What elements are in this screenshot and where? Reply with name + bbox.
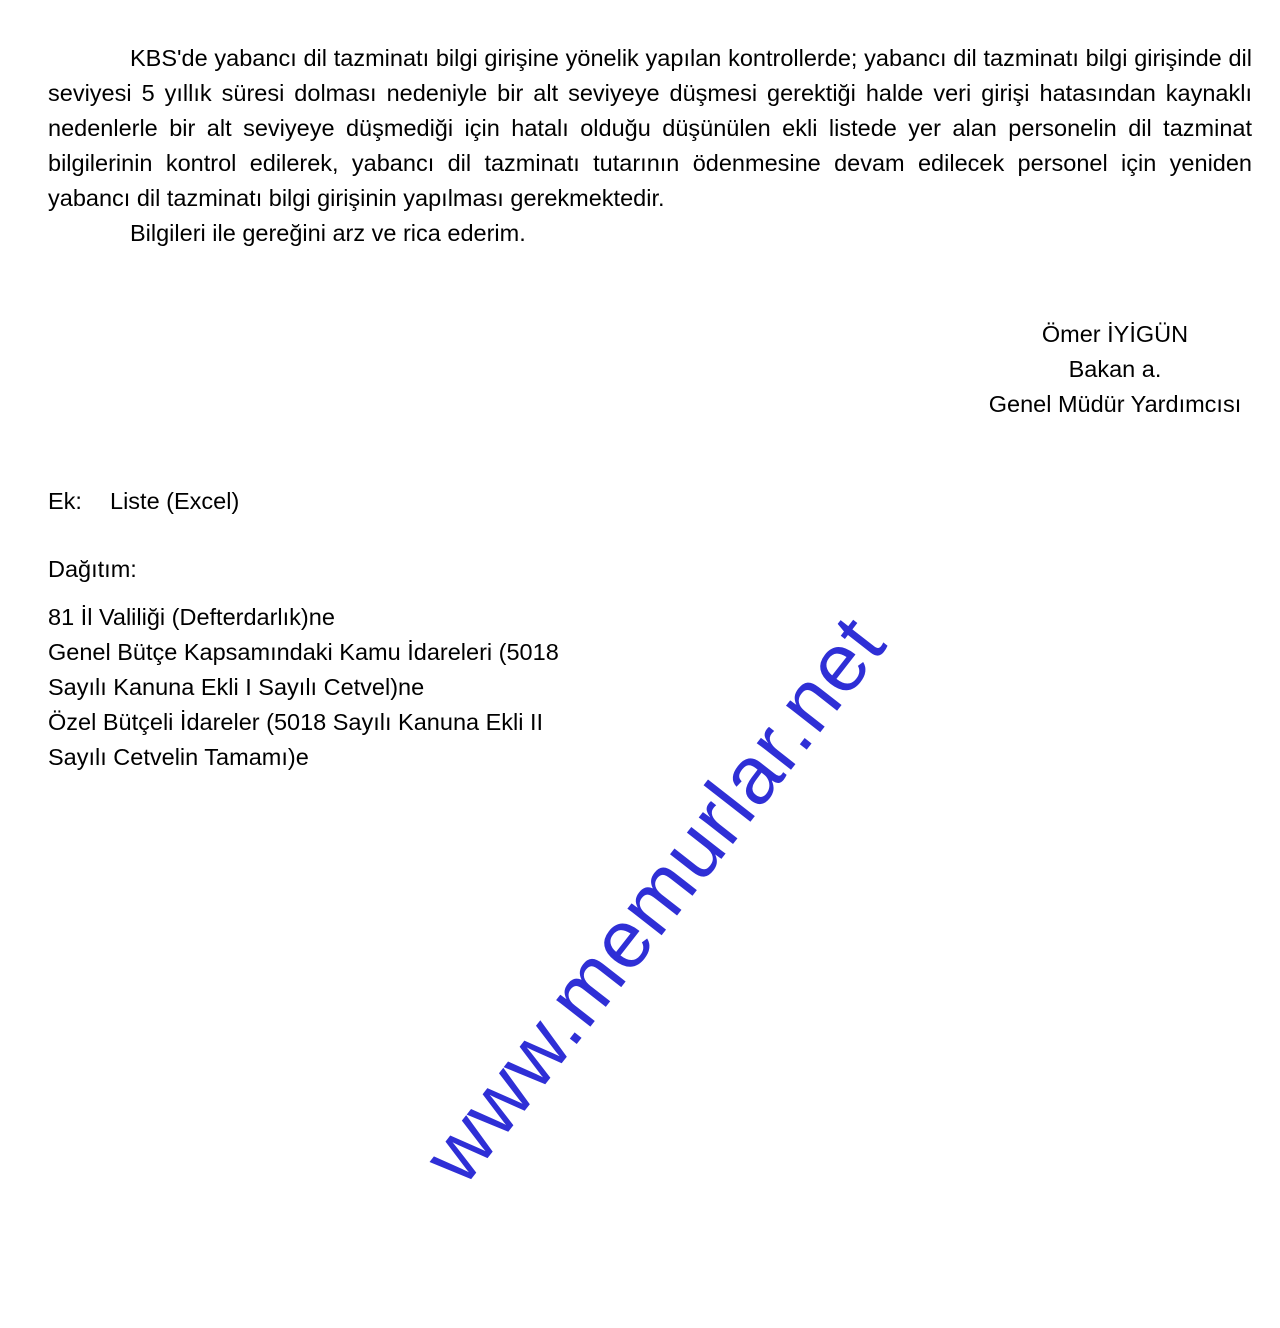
attachment-label: Ek:	[48, 488, 82, 514]
distribution-label: Dağıtım:	[48, 556, 137, 582]
signatory-title: Genel Müdür Yardımcısı	[988, 391, 1242, 417]
watermark-text: www.memurlar.net	[406, 599, 903, 1200]
distribution-item: 81 İl Valiliği (Defterdarlık)ne	[48, 604, 335, 630]
signatory-on-behalf: Bakan a.	[1068, 356, 1162, 382]
letter-closing: Bilgileri ile gereğini arz ve rica ederim.	[130, 220, 526, 246]
letter-body: KBS'de yabancı dil tazminatı bilgi girişine yönelik yapılan kontrollerde; yabancı dil tazminatı bilgi girişinde dil seviyesi 5 yıllık süresi dolması nedeniyle bir alt seviyeye düşmesi gerektiği halde veri girişi hatasından kaynaklı nedenlerle bir alt seviyeye düşmediği için hatalı olduğu düşünülen ekli listede yer alan personelin dil tazminat bilgilerinin kontrol edilerek, yabancı dil tazminatı tutarının ödenmesine devam edilecek personel için yeniden yabancı dil tazminatı bilgi girişinin yapılması gerekmektedir.	[48, 45, 1252, 211]
attachment-value: Liste (Excel)	[110, 488, 240, 514]
signature-block	[955, 317, 1275, 422]
distribution-item: Sayılı Cetvelin Tamamı)e	[48, 744, 309, 770]
attachment-line	[48, 484, 239, 519]
signatory-name: Ömer İYİGÜN	[1041, 321, 1189, 347]
distribution-item: Sayılı Kanuna Ekli I Sayılı Cetvel)ne	[48, 674, 425, 700]
distribution-item: Genel Bütçe Kapsamındaki Kamu İdareleri (5018	[48, 639, 559, 665]
distribution-item: Özel Bütçeli İdareler (5018 Sayılı Kanuna Ekli II	[48, 709, 544, 735]
distribution-list	[48, 600, 559, 775]
